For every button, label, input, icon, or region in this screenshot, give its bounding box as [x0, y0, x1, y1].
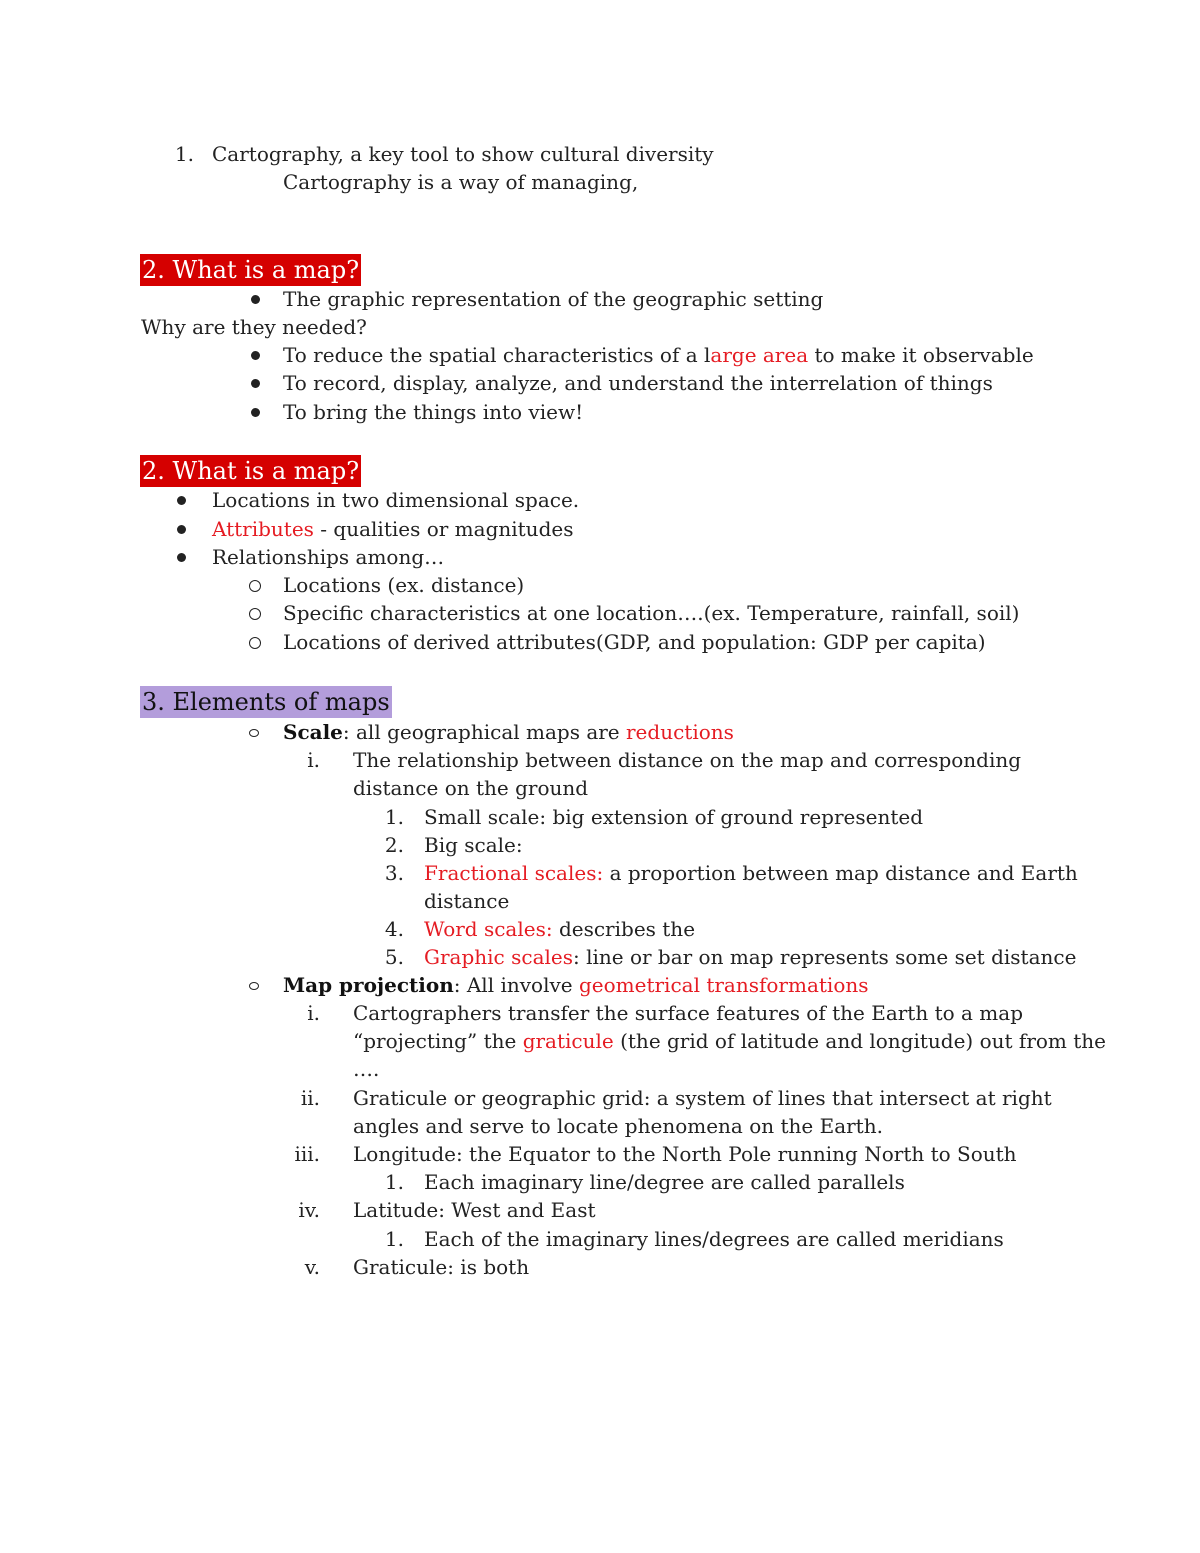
- highlight-text: arge area: [710, 343, 809, 367]
- list-item: Big scale:: [424, 833, 523, 857]
- map-projection-item: Map projection: All involve geometrical transformations: [283, 973, 869, 997]
- list-item: Cartographers transfer the surface features of the Earth to a map: [353, 1001, 1023, 1025]
- section-1-subtext: Cartography is a way of managing,: [283, 170, 639, 194]
- list-item: Graphic scales: line or bar on map represents some set distance: [424, 945, 1077, 969]
- list-number: 4.: [384, 917, 404, 941]
- list-item: Fractional scales: a proportion between map distance and Earth: [424, 861, 1078, 885]
- list-item: Longitude: the Equator to the North Pole running North to South: [353, 1142, 1017, 1166]
- list-item-continued: “projecting” the graticule (the grid of latitude and longitude) out from the: [353, 1029, 1106, 1053]
- list-item: Graticule: is both: [353, 1255, 530, 1279]
- list-number: 3.: [384, 861, 404, 885]
- question-text: Why are they needed?: [141, 315, 367, 339]
- highlight-text: graticule: [522, 1029, 614, 1053]
- list-item: Attributes - qualities or magnitudes: [212, 517, 574, 541]
- list-item: The graphic representation of the geographic setting: [283, 287, 824, 311]
- sub-list-item: Locations of derived attributes(GDP, and population: GDP per capita): [283, 630, 986, 654]
- list-number: 1.: [174, 142, 194, 166]
- bullet-icon: [177, 525, 186, 534]
- list-item: To bring the things into view!: [283, 400, 584, 424]
- list-item: Relationships among…: [212, 545, 445, 569]
- highlight-text: Fractional scales:: [424, 861, 604, 885]
- list-item: Word scales: describes the: [424, 917, 696, 941]
- list-item: Latitude: West and East: [353, 1198, 596, 1222]
- roman-numeral: i.: [307, 748, 320, 772]
- section-1-title: Cartography, a key tool to show cultural diversity: [212, 142, 714, 166]
- list-number: 2.: [384, 833, 404, 857]
- list-number: 1.: [384, 1170, 404, 1194]
- bullet-icon: [177, 553, 186, 562]
- bullet-icon: [251, 408, 260, 417]
- sub-list-item: Locations (ex. distance): [283, 573, 525, 597]
- bullet-icon: [251, 351, 260, 360]
- circle-bullet-icon: [249, 580, 261, 592]
- list-item: Small scale: big extension of ground represented: [424, 805, 924, 829]
- circle-bullet-icon: [249, 729, 259, 737]
- list-number: 1.: [384, 1227, 404, 1251]
- sub-list-item: Specific characteristics at one location….(ex. Temperature, rainfall, soil): [283, 601, 1020, 625]
- bullet-icon: [177, 496, 186, 505]
- list-item-continued: ….: [353, 1057, 380, 1081]
- list-item: To reduce the spatial characteristics of a large area to make it observable: [283, 343, 1034, 367]
- circle-bullet-icon: [249, 608, 261, 620]
- highlight-text: Attributes: [212, 517, 314, 541]
- list-item: To record, display, analyze, and understand the interrelation of things: [283, 371, 993, 395]
- list-item: Locations in two dimensional space.: [212, 488, 580, 512]
- list-item: Each of the imaginary lines/degrees are called meridians: [424, 1227, 1004, 1251]
- section-heading: 2. What is a map?: [142, 256, 360, 284]
- list-item: Each imaginary line/degree are called parallels: [424, 1170, 905, 1194]
- roman-numeral: i.: [307, 1001, 320, 1025]
- list-item: Graticule or geographic grid: a system of lines that intersect at right: [353, 1086, 1052, 1110]
- roman-numeral: iv.: [298, 1198, 320, 1222]
- highlight-text: Graphic scales: [424, 945, 573, 969]
- list-item-continued: distance: [424, 889, 510, 913]
- list-number: 1.: [384, 805, 404, 829]
- circle-bullet-icon: [249, 982, 259, 990]
- highlight-text: Word scales:: [424, 917, 553, 941]
- bullet-icon: [251, 379, 260, 388]
- roman-numeral: ii.: [300, 1086, 320, 1110]
- highlight-text: reductions: [626, 720, 734, 744]
- list-item: The relationship between distance on the map and corresponding: [353, 748, 1022, 772]
- list-number: 5.: [384, 945, 404, 969]
- scale-item: Scale: all geographical maps are reductions: [283, 720, 734, 744]
- section-heading: 2. What is a map?: [142, 457, 360, 485]
- bullet-icon: [251, 295, 260, 304]
- circle-bullet-icon: [249, 637, 261, 649]
- roman-numeral: v.: [304, 1255, 320, 1279]
- highlight-text: geometrical transformations: [578, 973, 869, 997]
- list-item-continued: distance on the ground: [353, 776, 589, 800]
- section-heading: 3. Elements of maps: [142, 688, 390, 716]
- list-item-continued: angles and serve to locate phenomena on the Earth.: [353, 1114, 883, 1138]
- roman-numeral: iii.: [294, 1142, 320, 1166]
